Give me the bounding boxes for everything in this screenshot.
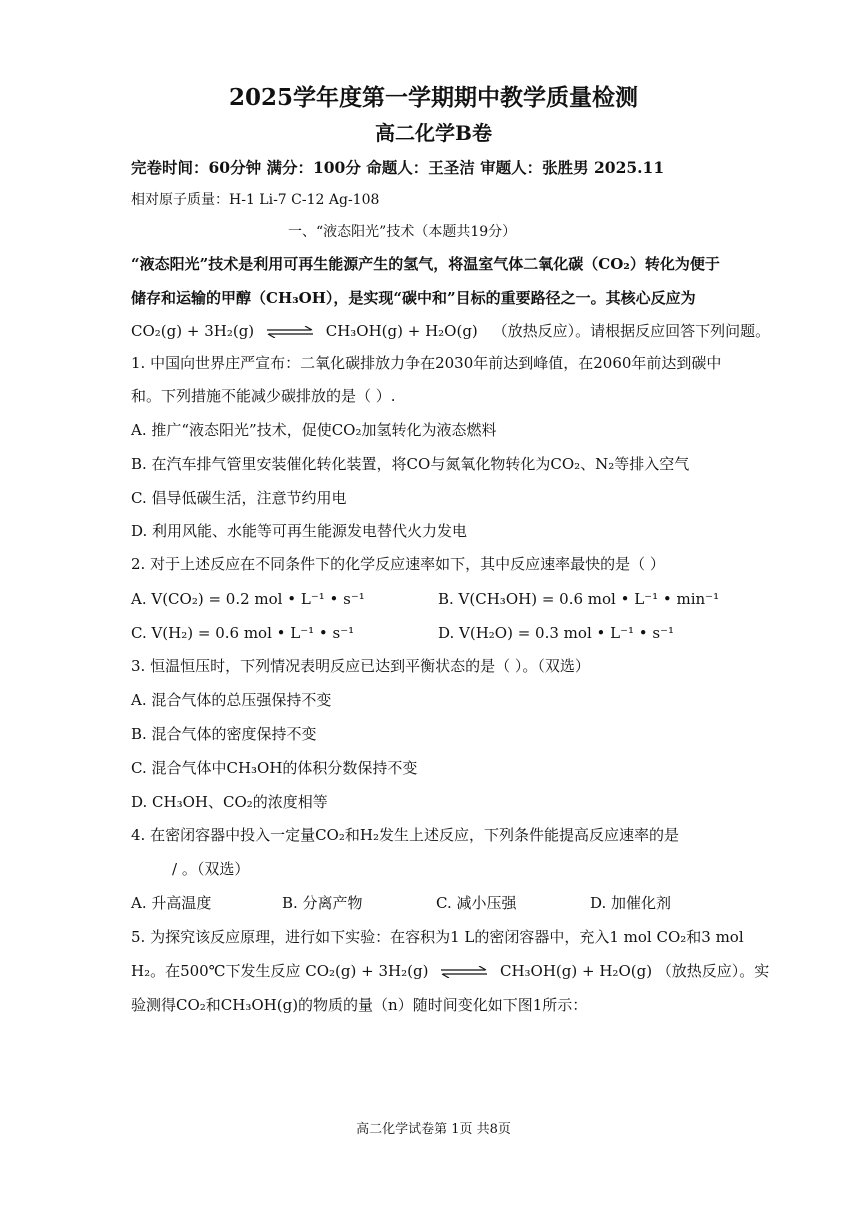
q5-stem-line-1: 5. 为探究该反应原理，进行如下实验：在容积为1 L的密闭容器中，充入1 mol CO₂和3 mol xyxy=(131,928,744,946)
q2-option-a: A. V(CO₂) = 0.2 mol • L⁻¹ • s⁻¹ xyxy=(131,590,365,608)
exam-title: 2025学年度第一学期期中教学质量检测 xyxy=(228,84,638,111)
q5-equation-right: CH₃OH(g) + H₂O(g) （放热反应）。实 xyxy=(499,962,770,980)
q4-option-b: B. 分离产物 xyxy=(282,894,363,912)
q5-stem-line-2 xyxy=(131,961,769,981)
q5-stem-line-3: 验测得CO₂和CH₃OH(g)的物质的量（n）随时间变化如下图1所示： xyxy=(131,996,588,1014)
q2-option-b: B. V(CH₃OH) = 0.6 mol • L⁻¹ • min⁻¹ xyxy=(438,590,720,608)
page-footer: 高二化学试卷第 1页 共8页 xyxy=(356,1122,511,1137)
q1-stem-line-2: 和。下列措施不能减少碳排放的是（ ）. xyxy=(131,387,396,405)
q3-option-d: D. CH₃OH、CO₂的浓度相等 xyxy=(131,793,328,811)
q3-option-c: C. 混合气体中CH₃OH的体积分数保持不变 xyxy=(131,759,418,777)
q2-option-d: D. V(H₂O) = 0.3 mol • L⁻¹ • s⁻¹ xyxy=(438,624,675,642)
intro-line-2: 储存和运输的甲醇（CH₃OH），是实现“碳中和”目标的重要路径之一。其核心反应为 xyxy=(131,289,696,307)
section-heading: 一、“液态阳光”技术（本题共19分） xyxy=(288,224,517,240)
q2-stem: 2. 对于上述反应在不同条件下的化学反应速率如下，其中反应速率最快的是（ ） xyxy=(131,555,665,573)
q3-option-a: A. 混合气体的总压强保持不变 xyxy=(131,691,332,709)
q4-option-a: A. 升高温度 xyxy=(131,894,212,912)
atomic-masses: 相对原子质量：H-1 Li-7 C-12 Ag-108 xyxy=(131,192,380,208)
q4-stem-line-1: 4. 在密闭容器中投入一定量CO₂和H₂发生上述反应，下列条件能提高反应速率的是 xyxy=(131,826,679,844)
q4-option-d: D. 加催化剂 xyxy=(590,894,672,912)
q5-equation-left: H₂。在500℃下发生反应 CO₂(g) + 3H₂(g) xyxy=(131,962,429,980)
intro-line-1: “液态阳光”技术是利用可再生能源产生的氢气，将温室气体二氧化碳（CO₂）转化为便于 xyxy=(131,255,720,273)
reaction-equation xyxy=(131,321,770,341)
equilibrium-arrow-icon xyxy=(439,966,489,978)
q1-option-d: D. 利用风能、水能等可再生能源发电替代火力发电 xyxy=(131,522,468,540)
equilibrium-arrow-icon xyxy=(265,326,315,338)
q4-stem-line-2: / 。（双选） xyxy=(172,860,250,878)
q1-option-b: B. 在汽车排气管里安装催化转化装置，将CO与氮氧化物转化为CO₂、N₂等排入空气 xyxy=(131,455,690,473)
q1-stem-line-1: 1. 中国向世界庄严宣布：二氧化碳排放力争在2030年前达到峰值，在2060年前达到碳中 xyxy=(131,354,722,372)
equation-note: （放热反应）。请根据反应回答下列问题。 xyxy=(492,322,771,340)
q4-option-c: C. 减小压强 xyxy=(436,894,517,912)
equation-reactants: CO₂(g) + 3H₂(g) xyxy=(131,322,255,340)
q1-option-a: A. 推广“液态阳光”技术，促使CO₂加氢转化为液态燃料 xyxy=(131,421,497,439)
exam-subtitle: 高二化学B卷 xyxy=(375,121,492,145)
q1-option-c: C. 倡导低碳生活，注意节约用电 xyxy=(131,489,347,507)
equation-products: CH₃OH(g) + H₂O(g) xyxy=(325,322,478,340)
q2-option-c: C. V(H₂) = 0.6 mol • L⁻¹ • s⁻¹ xyxy=(131,624,355,642)
q3-option-b: B. 混合气体的密度保持不变 xyxy=(131,725,317,743)
q3-stem: 3. 恒温恒压时，下列情况表明反应已达到平衡状态的是（ ）。（双选） xyxy=(131,657,590,675)
exam-info: 完卷时间：60分钟 满分：100分 命题人：王圣洁 审题人：张胜男 2025.11 xyxy=(131,158,665,177)
